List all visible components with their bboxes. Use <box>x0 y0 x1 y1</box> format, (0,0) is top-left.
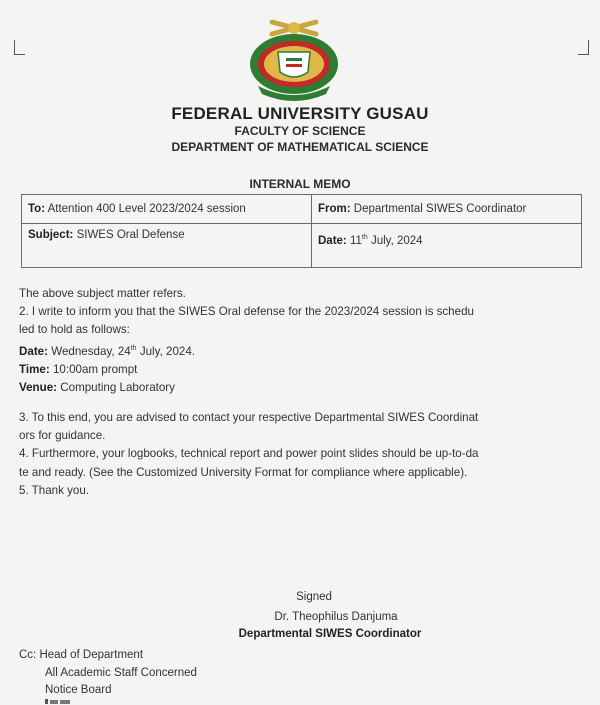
event-venue: Venue: Computing Laboratory <box>19 380 175 394</box>
paragraph-1: The above subject matter refers. <box>19 287 186 300</box>
university-crest-icon <box>234 12 354 102</box>
memo-title: INTERNAL MEMO <box>249 177 351 191</box>
cc-list <box>19 647 197 700</box>
memo-header-table <box>21 194 582 268</box>
cc-recipient: Notice Board <box>45 684 112 696</box>
paragraph-3-line-2: ors for guidance. <box>19 429 106 443</box>
cc-first-line: Cc: Head of Department <box>19 649 144 661</box>
paragraph-4-line-2: te and ready. (See the Customized University Format for compliance where applicable). <box>19 465 468 479</box>
university-name: FEDERAL UNIVERSITY GUSAU <box>171 104 429 123</box>
department-name: DEPARTMENT OF MATHEMATICAL SCIENCE <box>171 140 429 154</box>
paragraph-5: 5. Thank you. <box>19 483 90 497</box>
cut-off-text-fragment <box>45 698 81 704</box>
signatory-name: Dr. Theophilus Danjuma <box>274 611 398 623</box>
subject-cell: Subject: SIWES Oral Defense <box>22 224 312 268</box>
event-date: Date: Wednesday, 24th July, 2024. <box>19 344 196 358</box>
memo-table-row <box>22 224 582 268</box>
date-cell: Date: 11th July, 2024 <box>312 224 582 268</box>
event-time: Time: 10:00am prompt <box>19 362 138 376</box>
signatory-title: Departmental SIWES Coordinator <box>238 628 422 640</box>
to-cell: To: Attention 400 Level 2023/2024 session <box>22 195 312 224</box>
from-cell: From: Departmental SIWES Coordinator <box>312 195 582 224</box>
paragraph-4-line-1: 4. Furthermore, your logbooks, technical report and power point slides should be up-to-da <box>19 447 479 461</box>
signed-label: Signed <box>296 591 332 603</box>
memo-table-row <box>22 195 582 224</box>
paragraph-3-line-1: 3. To this end, you are advised to contact your respective Departmental SIWES Coordinat <box>19 411 479 425</box>
page-corner-mark-left <box>14 40 25 55</box>
memo-body <box>19 285 585 500</box>
cc-recipient: All Academic Staff Concerned <box>45 666 197 679</box>
paragraph-2-line-2: led to hold as follows: <box>19 323 130 337</box>
paragraph-2-line-1: 2. I write to inform you that the SIWES Oral defense for the 2023/2024 session is schedu <box>19 305 474 319</box>
page-corner-mark-right <box>578 40 589 55</box>
faculty-name: FACULTY OF SCIENCE <box>234 124 366 138</box>
